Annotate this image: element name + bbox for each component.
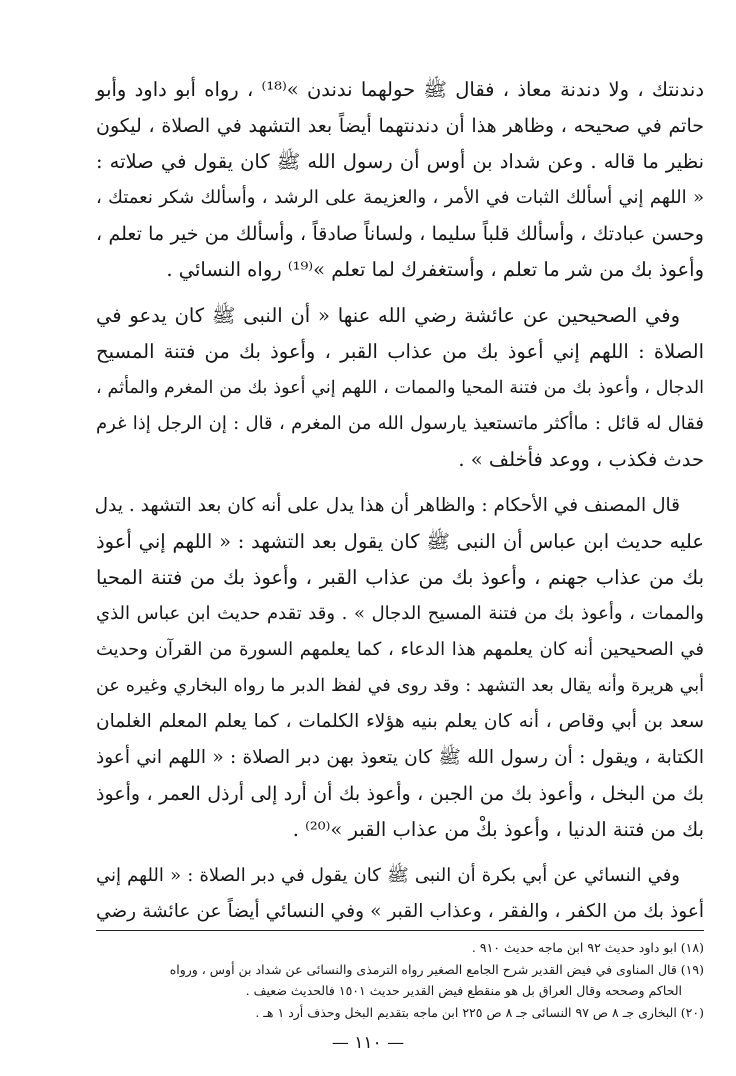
text-line: سعد بن أبي وقاص ، أنه كان يعلم بنيه هؤلاء الكلمات ، كما يعلم المعلم الغلمان xyxy=(96,711,704,732)
text-line: قال المصنف في الأحكام : والظاهر أن هذا يدل على أنه كان بعد التشهد . يدل xyxy=(94,495,680,516)
text-line: دندنتك ، ولا دندنة معاذ ، فقال ﷺ حولهما ندندن »⁽¹⁸⁾ ، رواه أبو داود وأبو xyxy=(96,78,705,101)
text-line: حدث فكذب ، ووعد فأخلف » . xyxy=(458,448,704,471)
text-line: نظير ما قاله . وعن شداد بن أوس أن رسول الله ﷺ كان يقول في صلاته : xyxy=(96,150,704,173)
text-line: الدجال ، وأعوذ بك من فتنة المحيا والممات ، اللهم إني أعوذ بك من المغرم والمأثم ، xyxy=(96,378,704,398)
footnote-separator xyxy=(96,930,704,931)
text-line: وفي النسائي عن أبي بكرة أن النبى ﷺ كان يقول في دبر الصلاة : « اللهم إني xyxy=(96,865,680,886)
page-number: — ١١٠ — xyxy=(331,1033,405,1053)
text-line: وحسن عبادتك ، وأسألك قلباً سليما ، ولساناً صادقاً ، وأسألك من خير ما تعلم ، xyxy=(96,223,704,245)
text-line: الكتابة ، ويقول : أن رسول الله ﷺ كان يتعوذ بهن دبر الصلاة : « اللهم اني أعوذ xyxy=(96,747,704,768)
footnote: (١٩) قال المناوى في فيض القدير شرح الجامع الصغير رواه الترمذى والنسائى عن شداد بن أوس ، ورواه xyxy=(169,962,704,977)
text-line: وفي الصحيحين عن عائشة رضي الله عنها « أن النبى ﷺ كان يدعو في xyxy=(96,304,680,327)
text-line: بك من البخل ، وأعوذ بك من الجبن ، وأعوذ بك أن أرد إلى أرذل العمر ، وأعوذ xyxy=(96,783,704,805)
text-line: حاتم في صحيحه ، وظاهر هذا أن دندنتهما أيضاً بعد التشهد في الصلاة ، ليكون xyxy=(96,115,704,137)
text-line: أعوذ بك من الكفر ، والفقر ، وعذاب القبر » وفي النسائي أيضاً عن عائشة رضي xyxy=(96,901,704,922)
text-line: فقال له قائل : ماأكثر ماتستعيذ يارسول الله من المغرم ، قال : إن الرجل إذا غرم xyxy=(96,413,704,434)
footnote-continuation: الحاكم وصححه وقال العراق بل هو منقطع فيض القدير حديث ١٥٠١ فالحديث ضعيف . xyxy=(245,983,682,998)
text-line: أبي هريرة وأنه يقال بعد التشهد : وقد روى في لفظ الدبر ما رواه البخاري وغيره عن xyxy=(96,676,704,696)
text-line: بك من فتنة الدنيا ، وأعوذ بكْ من عذاب القبر »⁽²⁰⁾ . xyxy=(292,818,704,841)
text-line: وأعوذ بك من شر ما تعلم ، وأستغفرك لما تعلم »⁽¹⁹⁾ رواه النسائي . xyxy=(166,258,704,281)
footnote: (٢٠) البخارى جـ ٨ ص ٩٧ النسائى جـ ٨ ص ٢٢٥ ابن ماجه بتقديم البخل وحذف أرد ١ هـ . xyxy=(255,1005,704,1020)
text-line: بك من عذاب جهنم ، وأعوذ بك من عذاب القبر ، وأعوذ بك من فتنة المحيا xyxy=(96,566,704,589)
text-line: « اللهم إني أسألك الثبات في الأمر ، والعزيمة على الرشد ، وأسألك شكر نعمتك ، xyxy=(96,187,704,208)
text-line: عليه حديث ابن عباس أن النبى ﷺ كان يقول بعد التشهد : « اللهم إني أعوذ xyxy=(96,530,704,553)
text-line: الصلاة : اللهم إني أعوذ بك من عذاب القبر ، وأعوذ بك من فتنة المسيح xyxy=(96,340,704,363)
text-line: والممات ، وأعوذ بك من فتنة المسيح الدجال » . وقد تقدم حديث ابن عباس الذي xyxy=(96,603,704,624)
text-line: في الصحيحين أنه كان يعلمهم هذا الدعاء ، كما يعلمهم السورة من القرآن وحديث xyxy=(96,639,704,660)
footnote: (١٨) ابو داود حديث ٩٢ ابن ماجه حديث ٩١٠ . xyxy=(471,940,704,955)
